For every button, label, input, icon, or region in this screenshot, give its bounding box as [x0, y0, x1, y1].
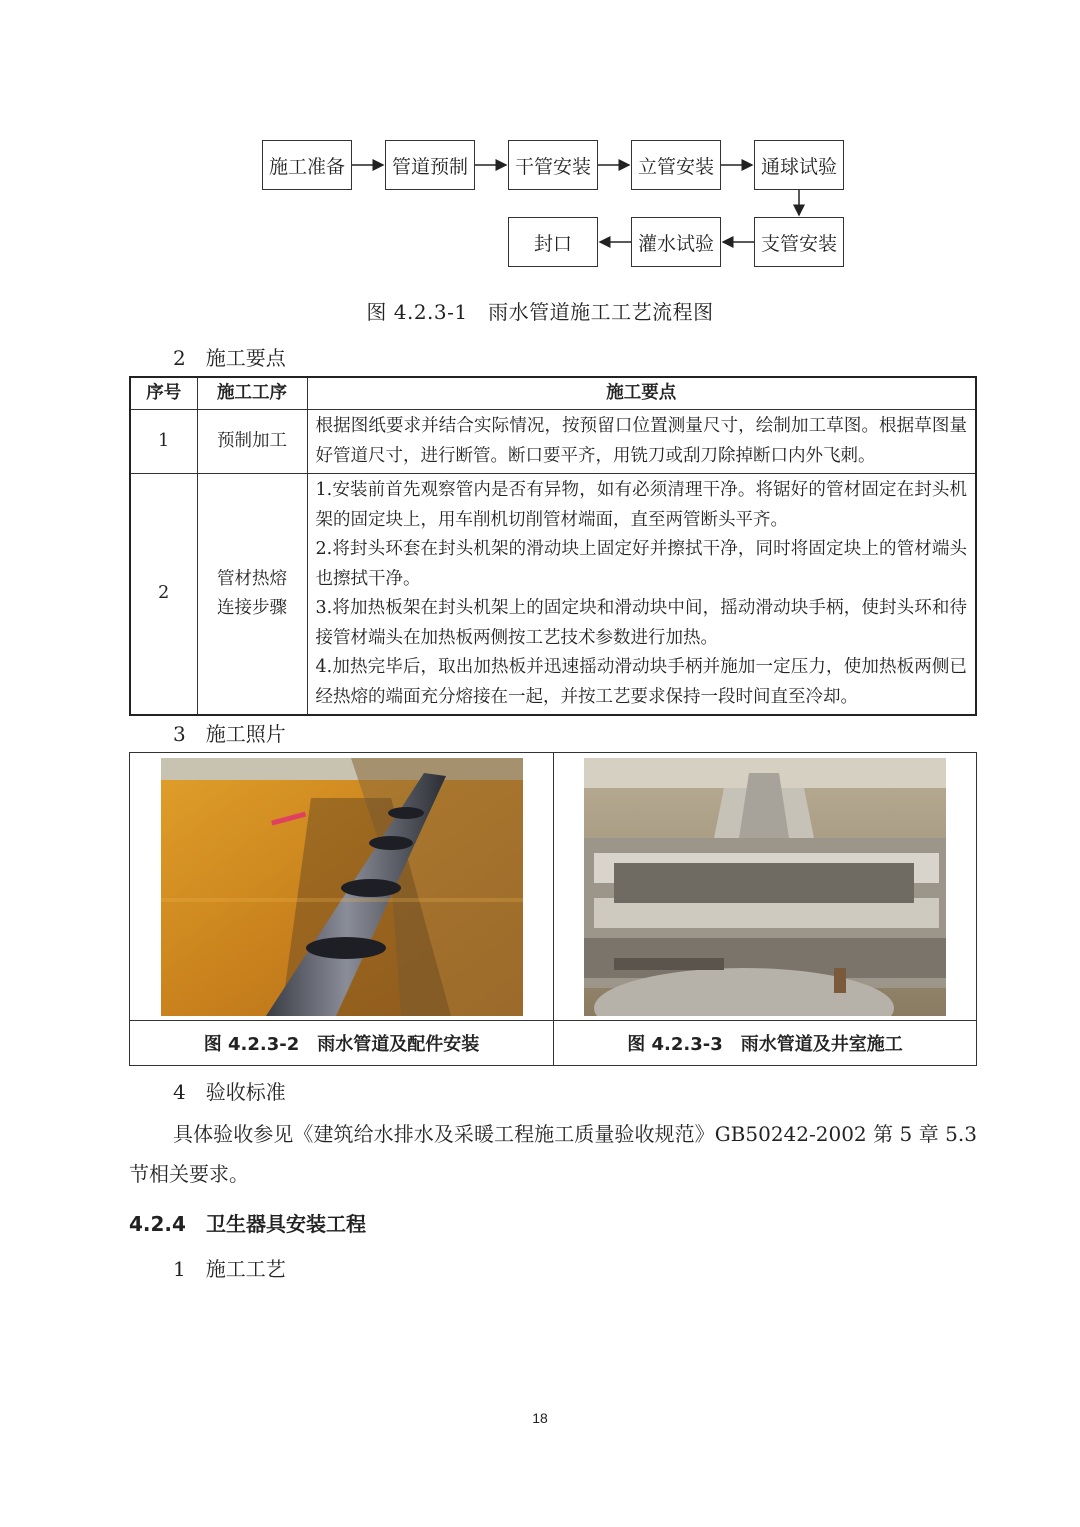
row-points: 根据图纸要求并结合实际情况，按预留口位置测量尺寸，绘制加工草图。根据草图量好管道尺寸，进行断管。断口要平齐，用铣刀或刮刀除掉断口内外飞刺。 [307, 410, 976, 474]
step-3-text: 3.将加热板架在封头机架上的固定块和滑动块中间，摇动滑动块手柄，使封头环和待接管材端头在加热板两侧按工艺技术参数进行加热。 [315, 598, 967, 648]
flow-step-branch: 支管安装 [754, 217, 844, 267]
photo-pipe-trench [161, 758, 523, 1016]
row-process: 预制加工 [197, 410, 307, 474]
header-process: 施工工序 [197, 377, 307, 410]
photo-table [129, 752, 977, 1066]
row-no: 2 [130, 474, 197, 716]
step-1-text: 1.安装前首先观察管内是否有异物，如有必须清理干净。将锯好的管材固定在封头机架的固定块上，用车削机切削管材端面，直至两管断头平齐。 [315, 480, 967, 530]
photo-caption-2: 图 4.2.3-3 雨水管道及井室施工 [627, 1034, 903, 1055]
step-2-text: 2.将封头环套在封头机架的滑动块上固定好并擦拭干净，同时将固定块上的管材端头也擦拭干净。 [315, 539, 967, 589]
table-header-row [130, 377, 976, 410]
photo-pipe-chamber [584, 758, 946, 1016]
photo-divider [553, 753, 554, 1065]
photo-caption-1: 图 4.2.3-2 雨水管道及配件安装 [203, 1034, 480, 1055]
page-number: 18 [532, 1410, 548, 1426]
flow-step-preparation: 施工准备 [262, 140, 352, 190]
construction-points-table [129, 376, 977, 716]
table-row [130, 474, 976, 716]
row-no: 1 [130, 410, 197, 474]
row-points [307, 474, 976, 716]
header-no: 序号 [130, 377, 197, 410]
header-points: 施工要点 [307, 377, 976, 410]
flow-step-ball-test: 通球试验 [754, 140, 844, 190]
table-row [130, 410, 976, 474]
flow-step-water-test: 灌水试验 [631, 217, 721, 267]
section-3-heading: 3 施工照片 [173, 722, 286, 746]
step-4-text: 4.加热完毕后，取出加热板并迅速摇动滑动块手柄并施加一定压力，使加热板两侧已经热熔的端面充分熔接在一起，并按工艺要求保持一段时间直至冷却。 [315, 657, 967, 707]
flow-arrows [0, 0, 1080, 300]
acceptance-standard-text: 具体验收参见《建筑给水排水及采暖工程施工质量验收规范》GB50242-2002 第 5 章 5.3 节相关要求。 [129, 1122, 977, 1186]
section-424-heading: 4.2.4 卫生器具安装工程 [129, 1212, 366, 1236]
section-4-heading: 4 验收标准 [173, 1080, 286, 1104]
section-2-heading: 2 施工要点 [173, 346, 286, 370]
row-process-line2: 连接步骤 [217, 598, 287, 618]
flow-step-seal: 封口 [508, 217, 598, 267]
section-424-sub: 1 施工工艺 [173, 1257, 286, 1281]
row-process [197, 474, 307, 716]
flow-step-riser: 立管安装 [631, 140, 721, 190]
flowchart-caption: 图 4.2.3-1 雨水管道施工工艺流程图 [366, 300, 714, 324]
flow-step-main-pipe: 干管安装 [508, 140, 598, 190]
flow-step-prefabrication: 管道预制 [385, 140, 475, 190]
row-process-line1: 管材热熔 [217, 568, 287, 589]
